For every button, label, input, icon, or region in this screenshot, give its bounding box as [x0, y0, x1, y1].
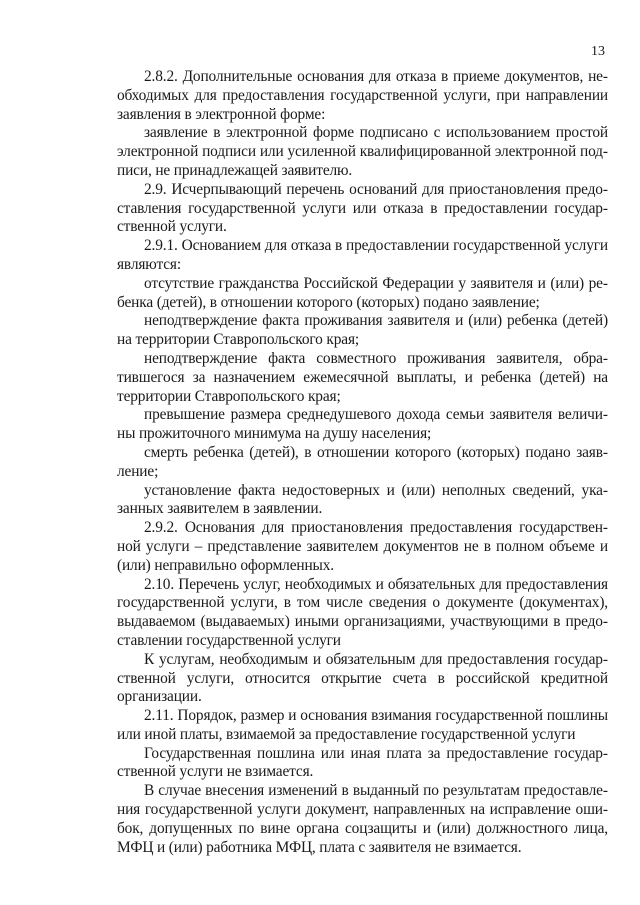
document-body	[117, 68, 608, 857]
paragraph-no-residence: неподтверждение факта проживания заявителя и (или) ребенка (детей) на территории Ставропольского края;	[117, 312, 608, 349]
paragraph-corrections: В случае внесения изменений в выданный по результатам предоставления государственной услуги документ, направленных на исправление ошибок, допущенных по вине органа соцзащиты и (или) должностного лица, МФЦ и (или) работника МФЦ, плата с заявителя не взимается.	[117, 782, 608, 856]
paragraph-2-11: 2.11. Порядок, размер и основания взимания государственной пошлины или иной платы, взимаемой за предоставление государственной услуги	[117, 707, 608, 743]
paragraph-income-excess: превышение размера среднедушевого дохода семьи заявителя величины прожиточного минимума на душу населения;	[117, 406, 608, 443]
page-number: 13	[591, 44, 605, 59]
paragraph-2-9-2: 2.9.2. Основания для приостановления предоставления государственной услуги – представление заявителем документов не в полном объеме и (или) неправильно оформленных.	[117, 519, 608, 574]
paragraph-simple-signature: заявление в электронной форме подписано с использованием простой электронной подписи или усиленной квалифицированной электронной подписи, не принадлежащей заявителю.	[117, 124, 608, 179]
paragraph-child-death: смерть ребенка (детей), в отношении которого (которых) подано заявление;	[117, 443, 608, 480]
paragraph-2-9: 2.9. Исчерпывающий перечень оснований для приостановления предоставления государственной услуги или отказа в предоставлении государственной услуги.	[117, 180, 608, 236]
paragraph-2-9-1: 2.9.1. Основанием для отказа в предоставлении государственной услуги являются:	[117, 237, 608, 273]
paragraph-2-10: 2.10. Перечень услуг, необходимых и обязательных для предоставления государственной услуги, в том числе сведения о документе (документах), выдаваемом (выдаваемых) иными организациями, участвующими в предоставлении государственной услуги	[117, 575, 608, 649]
paragraph-no-fee: Государственная пошлина или иная плата за предоставление государственной услуги не взимается.	[117, 744, 608, 781]
paragraph-bank-account: К услугам, необходимым и обязательным для предоставления государственной услуги, относится открытие счета в российской кредитной организации.	[117, 650, 608, 706]
paragraph-2-8-2: 2.8.2. Дополнительные основания для отказа в приеме документов, необходимых для предоставления государственной услуги, при направлении заявления в электронной форме:	[117, 68, 608, 123]
paragraph-no-citizenship: отсутствие гражданства Российской Федерации у заявителя и (или) ребенка (детей), в отношении которого (которых) подано заявление;	[117, 274, 608, 311]
paragraph-false-info: установление факта недостоверных и (или) неполных сведений, указанных заявителем в заявлении.	[117, 481, 608, 518]
paragraph-no-joint-residence: неподтверждение факта совместного проживания заявителя, обратившегося за назначением ежемесячной выплаты, и ребенка (детей) на территории Ставропольского края;	[117, 349, 608, 405]
